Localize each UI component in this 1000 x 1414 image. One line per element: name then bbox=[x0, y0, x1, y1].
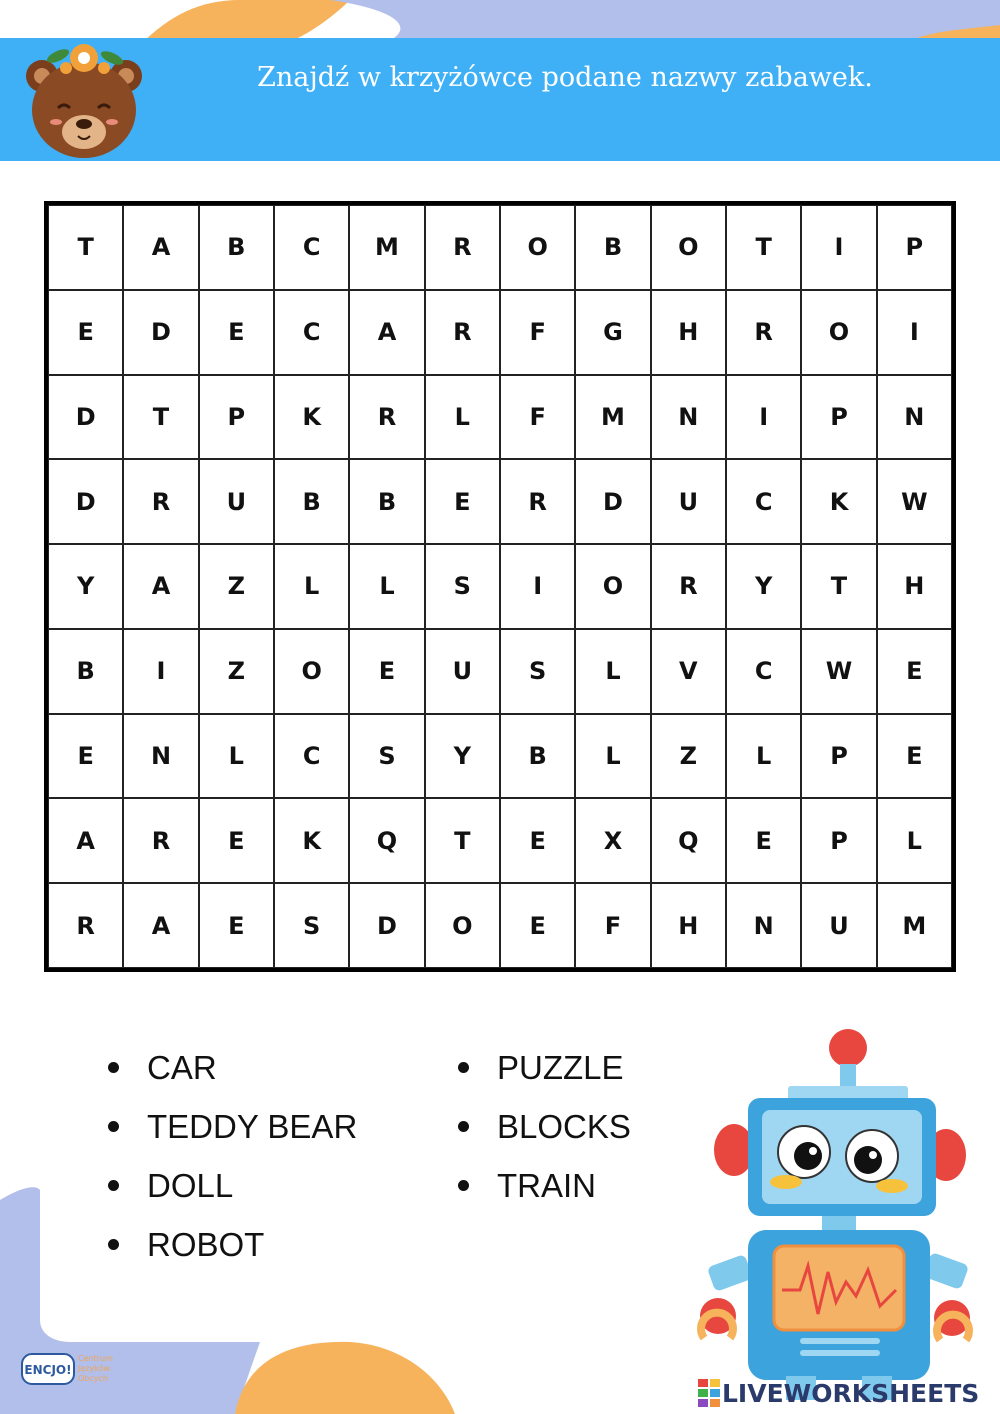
grid-cell[interactable]: H bbox=[651, 290, 726, 375]
grid-cell[interactable]: P bbox=[801, 714, 876, 799]
grid-cell[interactable]: T bbox=[48, 205, 123, 290]
grid-cell[interactable]: U bbox=[651, 459, 726, 544]
grid-cell[interactable]: Z bbox=[199, 544, 274, 629]
word-item: CAR bbox=[108, 1038, 357, 1097]
grid-cell[interactable]: C bbox=[274, 714, 349, 799]
grid-cell[interactable]: T bbox=[726, 205, 801, 290]
grid-cell[interactable]: L bbox=[877, 798, 952, 883]
grid-cell[interactable]: C bbox=[274, 290, 349, 375]
grid-cell[interactable]: R bbox=[425, 205, 500, 290]
word-list-right bbox=[458, 1038, 631, 1215]
grid-cell[interactable]: I bbox=[500, 544, 575, 629]
grid-cell[interactable]: S bbox=[349, 714, 424, 799]
word-item: TRAIN bbox=[458, 1156, 631, 1215]
grid-cell[interactable]: B bbox=[274, 459, 349, 544]
grid-cell[interactable]: T bbox=[123, 375, 198, 460]
grid-cell[interactable]: O bbox=[274, 629, 349, 714]
grid-cell[interactable]: L bbox=[575, 629, 650, 714]
word-item: DOLL bbox=[108, 1156, 357, 1215]
grid-cell[interactable]: E bbox=[199, 798, 274, 883]
bullet-icon bbox=[458, 1062, 469, 1073]
liveworksheets-logo-icon bbox=[698, 1379, 722, 1407]
grid-cell[interactable]: M bbox=[877, 883, 952, 968]
word-item: PUZZLE bbox=[458, 1038, 631, 1097]
grid-cell[interactable]: M bbox=[349, 205, 424, 290]
grid-cell[interactable]: L bbox=[199, 714, 274, 799]
grid-cell[interactable]: R bbox=[349, 375, 424, 460]
grid-cell[interactable]: D bbox=[575, 459, 650, 544]
liveworksheets-brand bbox=[698, 1375, 998, 1411]
grid-cell[interactable]: N bbox=[651, 375, 726, 460]
grid-cell[interactable]: F bbox=[500, 375, 575, 460]
svg-text:Języków: Języków bbox=[78, 1364, 110, 1373]
word-item: BLOCKS bbox=[458, 1097, 631, 1156]
grid-cell[interactable]: P bbox=[801, 375, 876, 460]
svg-text:Centrum: Centrum bbox=[78, 1354, 113, 1363]
grid-cell[interactable]: E bbox=[877, 714, 952, 799]
grid-cell[interactable]: D bbox=[48, 459, 123, 544]
grid-cell[interactable]: B bbox=[349, 459, 424, 544]
grid-cell[interactable]: K bbox=[274, 798, 349, 883]
grid-cell[interactable]: Q bbox=[651, 798, 726, 883]
grid-cell[interactable]: Z bbox=[651, 714, 726, 799]
grid-cell[interactable]: E bbox=[199, 883, 274, 968]
svg-text:Obcych: Obcych bbox=[78, 1374, 108, 1383]
bullet-icon bbox=[458, 1121, 469, 1132]
grid-cell[interactable]: W bbox=[877, 459, 952, 544]
encjo-logo bbox=[20, 1350, 130, 1390]
grid-cell[interactable]: L bbox=[349, 544, 424, 629]
grid-cell[interactable]: E bbox=[425, 459, 500, 544]
grid-cell[interactable]: D bbox=[123, 290, 198, 375]
grid-cell[interactable]: U bbox=[199, 459, 274, 544]
grid-cell[interactable]: F bbox=[500, 290, 575, 375]
grid-cell[interactable]: M bbox=[575, 375, 650, 460]
grid-cell[interactable]: P bbox=[877, 205, 952, 290]
liveworksheets-text: LIVEWORKSHEETS bbox=[722, 1378, 980, 1408]
grid-cell[interactable]: N bbox=[123, 714, 198, 799]
grid-cell[interactable]: X bbox=[575, 798, 650, 883]
grid-cell[interactable]: R bbox=[500, 459, 575, 544]
grid-cell[interactable]: I bbox=[726, 375, 801, 460]
grid-cell[interactable]: H bbox=[651, 883, 726, 968]
word-item: TEDDY BEAR bbox=[108, 1097, 357, 1156]
svg-text:ENCJO!: ENCJO! bbox=[24, 1363, 72, 1377]
grid-cell[interactable]: E bbox=[500, 798, 575, 883]
grid-cell[interactable]: B bbox=[575, 205, 650, 290]
grid-cell[interactable]: E bbox=[48, 714, 123, 799]
grid-cell[interactable]: E bbox=[199, 290, 274, 375]
grid-cell[interactable]: B bbox=[500, 714, 575, 799]
grid-cell[interactable]: O bbox=[651, 205, 726, 290]
grid-cell[interactable]: F bbox=[575, 883, 650, 968]
grid-cell[interactable]: K bbox=[274, 375, 349, 460]
grid-cell[interactable]: A bbox=[349, 290, 424, 375]
word-search-grid bbox=[44, 201, 956, 972]
grid-cell[interactable]: E bbox=[500, 883, 575, 968]
robot-illustration bbox=[690, 1020, 980, 1400]
grid-cell[interactable]: R bbox=[651, 544, 726, 629]
grid-cell[interactable]: R bbox=[726, 290, 801, 375]
grid-cell[interactable]: V bbox=[651, 629, 726, 714]
grid-cell[interactable]: O bbox=[425, 883, 500, 968]
grid-cell[interactable]: Z bbox=[199, 629, 274, 714]
grid-cell[interactable]: W bbox=[801, 629, 876, 714]
grid-cell[interactable]: T bbox=[801, 544, 876, 629]
grid-cell[interactable]: E bbox=[726, 798, 801, 883]
grid-cell[interactable]: I bbox=[123, 629, 198, 714]
grid-cell[interactable]: S bbox=[500, 629, 575, 714]
grid-cell[interactable]: R bbox=[123, 798, 198, 883]
header-bar bbox=[0, 38, 1000, 161]
grid-cell[interactable]: Y bbox=[425, 714, 500, 799]
grid-cell[interactable]: P bbox=[199, 375, 274, 460]
grid-cell[interactable]: A bbox=[123, 544, 198, 629]
page-title: Znajdź w krzyżówce podane nazwy zabawek. bbox=[257, 62, 873, 93]
grid-cell[interactable]: R bbox=[425, 290, 500, 375]
bullet-icon bbox=[108, 1121, 119, 1132]
grid-cell[interactable]: C bbox=[726, 459, 801, 544]
grid-cell[interactable]: L bbox=[726, 714, 801, 799]
grid-cell[interactable]: U bbox=[801, 883, 876, 968]
grid-cell[interactable]: P bbox=[801, 798, 876, 883]
grid-cell[interactable]: R bbox=[123, 459, 198, 544]
grid-cell[interactable]: I bbox=[877, 290, 952, 375]
grid-cell[interactable]: C bbox=[274, 205, 349, 290]
grid-cell[interactable]: H bbox=[877, 544, 952, 629]
word-item: ROBOT bbox=[108, 1215, 357, 1274]
grid-cell[interactable]: O bbox=[801, 290, 876, 375]
grid-cell[interactable]: C bbox=[726, 629, 801, 714]
grid-cell[interactable]: A bbox=[48, 798, 123, 883]
grid-cell[interactable]: L bbox=[425, 375, 500, 460]
grid-cell[interactable]: B bbox=[199, 205, 274, 290]
bullet-icon bbox=[108, 1062, 119, 1073]
grid-cell[interactable]: O bbox=[575, 544, 650, 629]
grid-cell[interactable]: T bbox=[425, 798, 500, 883]
grid-cell[interactable]: E bbox=[349, 629, 424, 714]
grid-cell[interactable]: A bbox=[123, 883, 198, 968]
grid-cell[interactable]: U bbox=[425, 629, 500, 714]
grid-cell[interactable]: O bbox=[500, 205, 575, 290]
grid-cell[interactable]: Y bbox=[726, 544, 801, 629]
grid-cell[interactable]: S bbox=[425, 544, 500, 629]
grid-cell[interactable]: Q bbox=[349, 798, 424, 883]
grid-cell[interactable]: L bbox=[575, 714, 650, 799]
grid-cell[interactable]: A bbox=[123, 205, 198, 290]
grid-cell[interactable]: E bbox=[48, 290, 123, 375]
grid-cell[interactable]: R bbox=[48, 883, 123, 968]
grid-cell[interactable]: I bbox=[801, 205, 876, 290]
grid-cell[interactable]: L bbox=[274, 544, 349, 629]
bear-illustration bbox=[18, 32, 150, 164]
grid-cell[interactable]: D bbox=[349, 883, 424, 968]
grid-cell[interactable]: N bbox=[877, 375, 952, 460]
grid-cell[interactable]: E bbox=[877, 629, 952, 714]
grid-cell[interactable]: K bbox=[801, 459, 876, 544]
grid-cell[interactable]: B bbox=[48, 629, 123, 714]
grid-cell[interactable]: Y bbox=[48, 544, 123, 629]
grid-cell[interactable]: N bbox=[726, 883, 801, 968]
grid-cell[interactable]: S bbox=[274, 883, 349, 968]
grid-cell[interactable]: G bbox=[575, 290, 650, 375]
grid-cell[interactable]: D bbox=[48, 375, 123, 460]
